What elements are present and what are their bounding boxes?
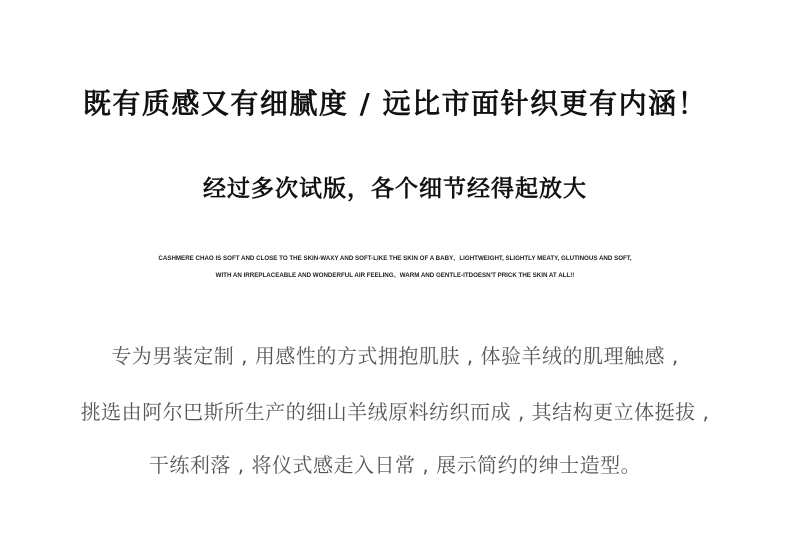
subheadline: 经过多次试版，各个细节经得起放大 xyxy=(203,176,587,202)
english-description-line-1: CASHMERE CHAO IS SOFT AND CLOSE TO THE SKIN-WAXY AND SOFT-LIKE THE SKIN OF A BABY、LIGHTWEIGHT, SLIGHTLY MEATY, GLUTINOUS AND SOFT, xyxy=(158,255,632,262)
english-description-line-2: WITH AN IRREPLACEABLE AND WONDERFUL AIR FEELING、WARM AND GENTLE-ITDOESN'T PRICK THE SKIN AT ALL!! xyxy=(215,272,575,279)
body-text-line-2: 挑选由阿尔巴斯所生产的细山羊绒原料纺织而成 , 其结构更立体挺拔 , xyxy=(80,400,710,424)
body-text-line-1: 专为男装定制 , 用感性的方式拥抱肌肤 , 体验羊绒的肌理触感 , xyxy=(111,344,679,368)
headline: 既有质感又有细腻度 / 远比市面针织更有内涵！ xyxy=(82,87,708,120)
body-text-line-3: 干练利落 , 将仪式感走入日常 , 展示简约的绅士造型。 xyxy=(148,453,642,477)
